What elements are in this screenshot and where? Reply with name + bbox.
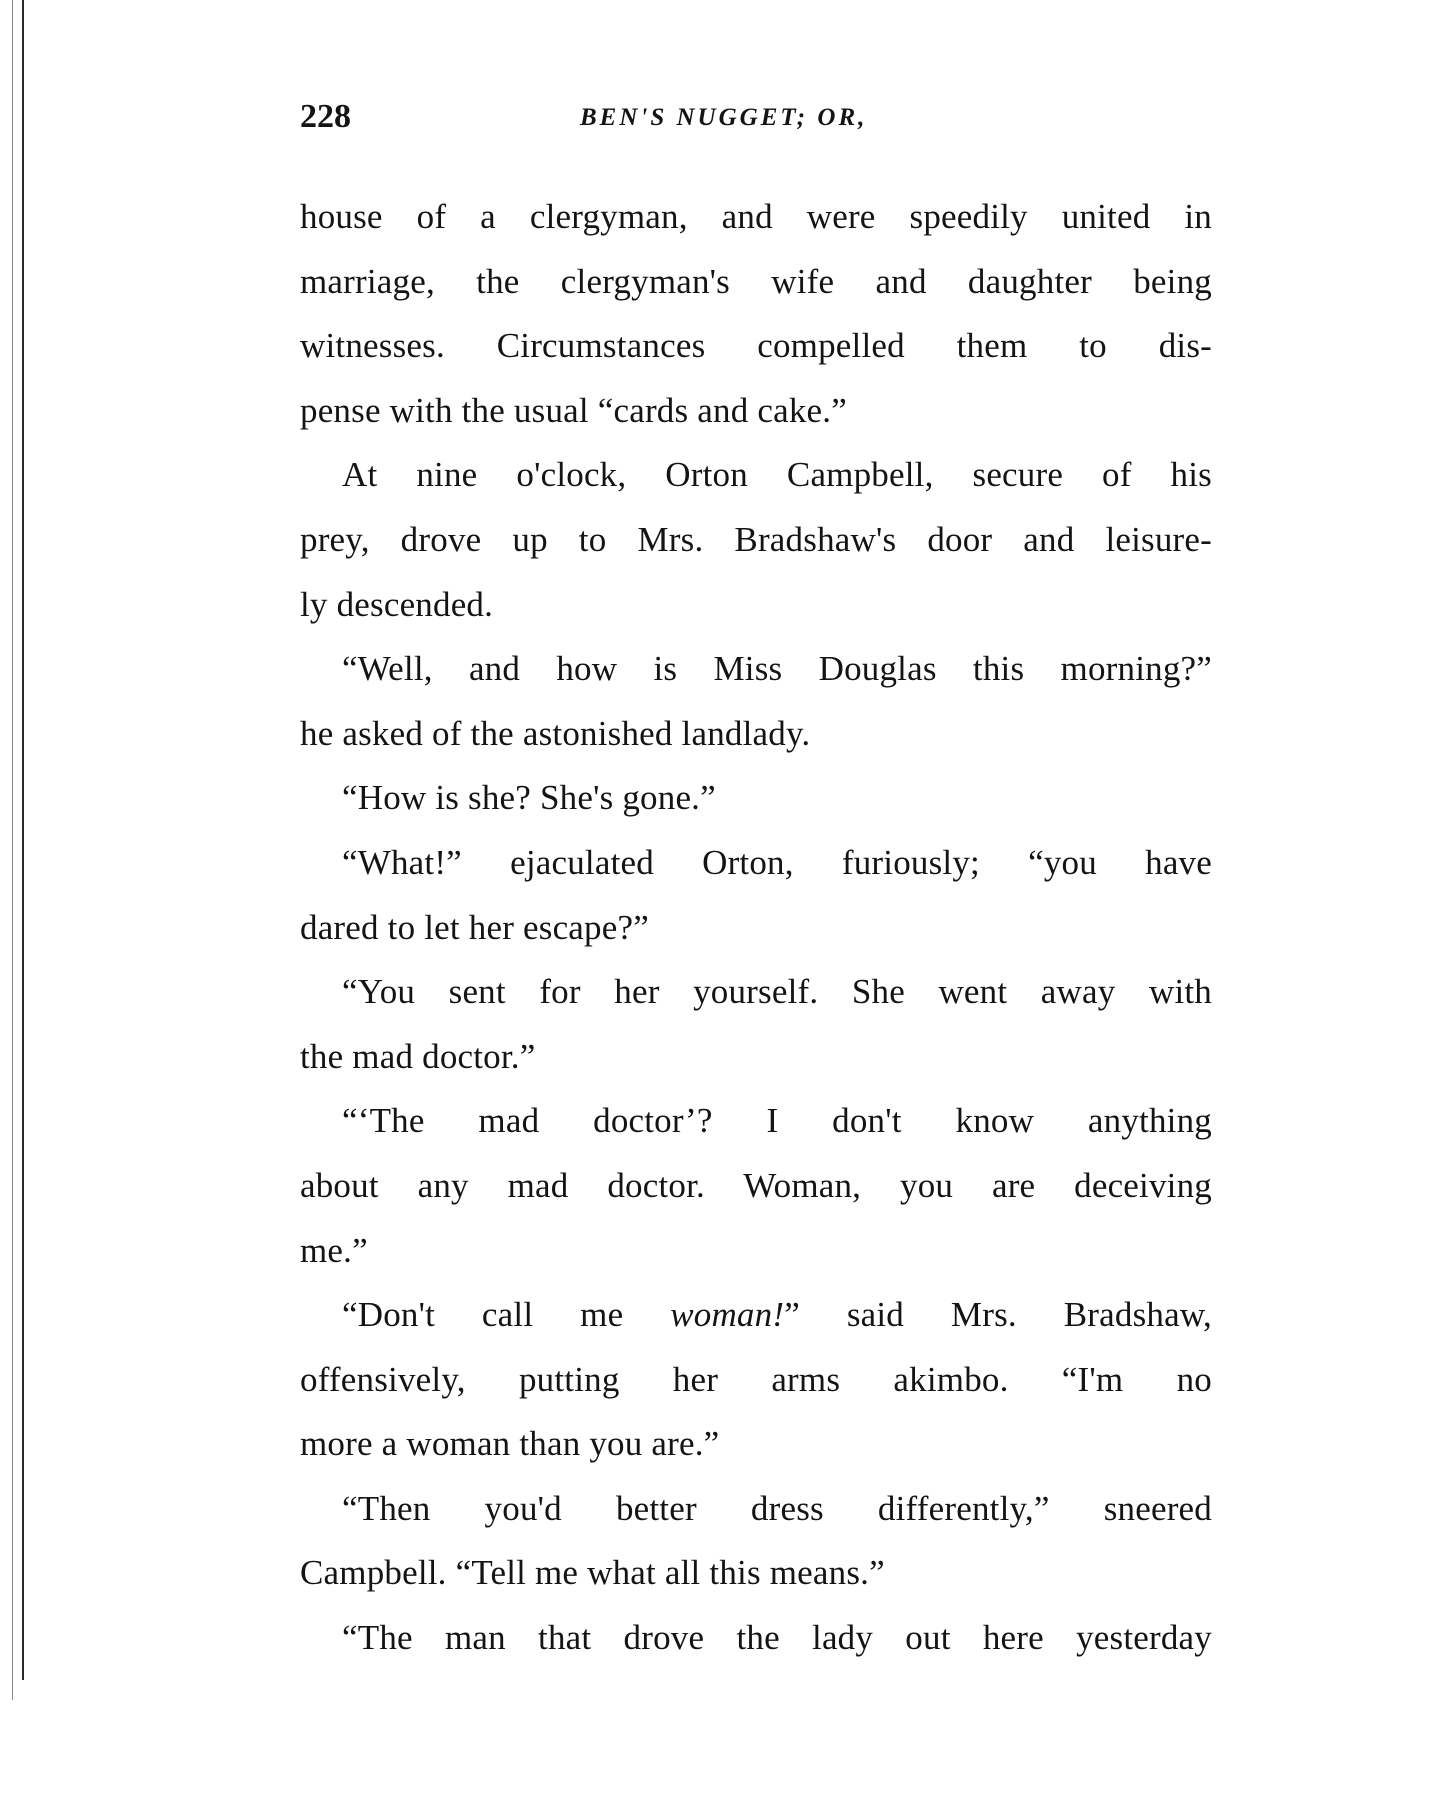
text-line: “How is she? She's gone.”	[342, 778, 716, 818]
text-line: ly descended.	[300, 584, 494, 624]
text-line: witnesses. Circumstances compelled them to dis-	[300, 326, 1212, 366]
running-head: BEN'S NUGGET; OR,	[580, 104, 868, 131]
text-line: Campbell. “Tell me what all this means.”	[300, 1553, 885, 1593]
text-line: marriage, the clergyman's wife and daughter being	[300, 261, 1212, 301]
text-line: “What!” ejaculated Orton, furiously; “you have	[342, 842, 1212, 882]
body-text	[300, 185, 1212, 1671]
text-line: “Don't call me woman!” said Mrs. Bradshaw,	[342, 1295, 1212, 1335]
text-line: “Then you'd better dress differently,” sneered	[342, 1488, 1212, 1528]
page-edge	[22, 0, 24, 1680]
page-header	[300, 98, 1212, 138]
text-line: about any mad doctor. Woman, you are deceiving	[300, 1165, 1212, 1205]
text-line: “The man that drove the lady out here yesterday	[342, 1618, 1212, 1658]
text-line: offensively, putting her arms akimbo. “I'm no	[300, 1359, 1212, 1399]
text-line: prey, drove up to Mrs. Bradshaw's door and leisure-	[300, 519, 1212, 559]
text-line: At nine o'clock, Orton Campbell, secure of his	[342, 455, 1212, 495]
text-line: “Well, and how is Miss Douglas this morning?”	[342, 649, 1212, 689]
text-line: the mad doctor.”	[300, 1036, 536, 1076]
text-line: dared to let her escape?”	[300, 907, 649, 947]
text-line: “You sent for her yourself. She went away with	[342, 972, 1212, 1012]
text-line: more a woman than you are.”	[300, 1424, 720, 1464]
page-number: 228	[300, 98, 351, 135]
page-edge-shadow	[12, 0, 13, 1700]
text-line: he asked of the astonished landlady.	[300, 713, 811, 753]
text-line: “‘The mad doctor’? I don't know anything	[342, 1101, 1212, 1141]
text-line: me.”	[300, 1230, 368, 1270]
text-line: pense with the usual “cards and cake.”	[300, 390, 847, 430]
text-line: house of a clergyman, and were speedily united in	[300, 197, 1212, 236]
emphasis: woman!	[670, 1295, 785, 1335]
